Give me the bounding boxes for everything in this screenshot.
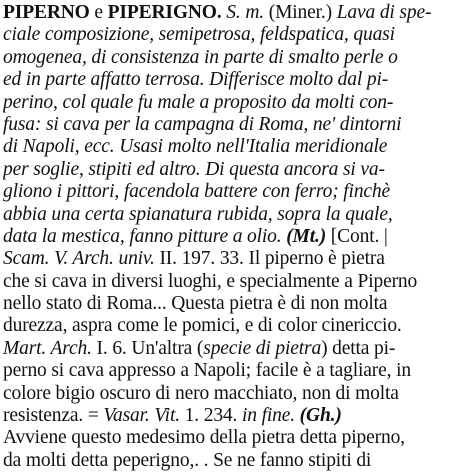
text-segment: resistenza. = [3, 405, 104, 427]
text-segment: di Napoli, ecc. Usasi molto nell'Italia meridionale [3, 136, 388, 158]
text-segment: perno si cava appresso a Napoli; facile è a tagliare, in [3, 360, 411, 382]
text-segment: data la mestica, fanno pitture a olio. [3, 225, 282, 247]
text-segment: per soglie, stipiti ed altro. Di questa ancora si va- [3, 158, 385, 180]
text-segment: perino, col quale fu male a proposito da molti con- [3, 91, 394, 113]
text-line [3, 69, 469, 91]
text-segment: fusa: si cava per la campagna di Roma, ne' dintorni [3, 113, 402, 135]
text-segment: nello stato di Roma... Questa pietra è di non molta [3, 293, 388, 315]
text-segment: e [89, 2, 108, 23]
text-segment: durezza, aspra come le pomici, e di color cinericcio. [3, 315, 402, 337]
text-segment: gliono i pittori, facendola battere con ferro; finchè [3, 181, 391, 203]
text-segment: PIPERIGNO. [107, 2, 222, 23]
text-segment: omogenea, di consistenza in parte di smalto perle o [3, 46, 398, 68]
text-line [3, 181, 469, 203]
text-segment: ciale composizione, semipetrosa, feldspatica, quasi [3, 24, 395, 46]
text-line [3, 204, 469, 226]
text-line [3, 92, 469, 114]
text-segment: abbia una certa spianatura rubida, sopra la quale, [3, 203, 393, 225]
text-segment: [Cont. | [326, 225, 388, 247]
text-line [3, 405, 469, 427]
text-line [3, 2, 469, 24]
text-segment: Vasar. Vit. [103, 405, 180, 427]
text-line [3, 450, 469, 472]
text-line [3, 293, 469, 315]
text-segment: colore bigio oscuro di nero macchiato, non di molta [3, 382, 399, 404]
text-segment: Lava di spe- [336, 2, 432, 23]
dictionary-entry [3, 2, 469, 471]
text-segment: Mart. Arch. [3, 337, 92, 359]
text-segment: Avviene questo medesimo della pietra detta piperno, [3, 427, 405, 449]
text-line [3, 427, 469, 449]
text-segment: da molti detta peperigno,. . Se ne fanno stipiti di [3, 449, 372, 471]
text-line [3, 159, 469, 181]
text-segment: 1. 234. [179, 405, 242, 427]
text-line [3, 271, 469, 293]
text-line [3, 248, 469, 270]
text-segment: I. 6. Un'altra ( [91, 337, 204, 359]
text-segment: (Mt.) [281, 225, 327, 247]
text-segment: S. m. [221, 2, 264, 23]
text-segment: in fine. [241, 405, 295, 427]
text-segment: che si cava in diversi luoghi, e specialmente a Piperno [3, 270, 418, 292]
text-segment: (Gh.) [294, 405, 342, 427]
text-line [3, 315, 469, 337]
text-line [3, 226, 469, 248]
text-line [3, 47, 469, 69]
text-segment: Scam. V. Arch. univ. [3, 248, 155, 270]
text-line [3, 24, 469, 46]
text-segment: II. 197. 33. Il piperno è pietra [154, 248, 385, 270]
text-line [3, 114, 469, 136]
text-line [3, 383, 469, 405]
text-segment: PIPERNO [3, 2, 90, 23]
text-line [3, 360, 469, 382]
text-line [3, 136, 469, 158]
text-segment: (Miner.) [264, 2, 337, 23]
text-line [3, 338, 469, 360]
text-segment: specie di pietra [203, 337, 322, 359]
text-segment: ed in parte affatto terrosa. Differisce molto dal pi- [3, 69, 389, 91]
text-segment: ) detta pi- [321, 337, 396, 359]
